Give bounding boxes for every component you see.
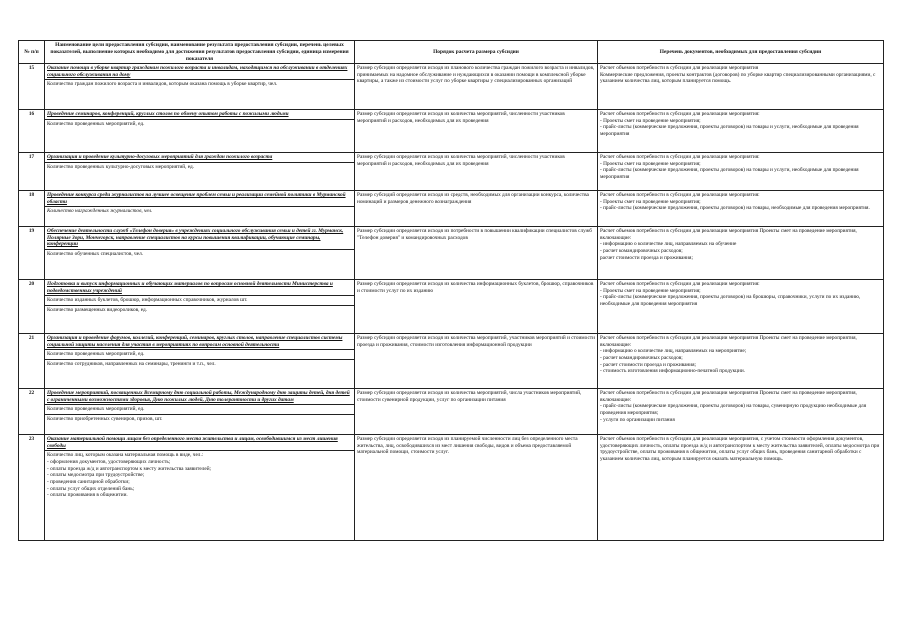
goal-cell (45, 227, 355, 280)
goal-indicator: Количество проведенных мероприятий, ед. (45, 349, 354, 358)
document-line: - Проекты смет на проведение мероприятия; (600, 117, 701, 124)
row-number: 23 (19, 435, 45, 541)
calculation-order-text: Размер субсидий определяется исходя из средств, необходимых для организации конкурса, количества номинаций и размеров денежного вознаграждения (357, 192, 589, 205)
calculation-order-text: Размер субсидии определяется исходя из планового количества граждан пожилого возраста и инвалидов, принимаемых на надомное обслуживание и нуждающихся в оказании помощи в комплексной уборке квартиры, а также из стоимости услуг по уборке квартиры у специализированных организаций (357, 65, 595, 85)
goal-cell (45, 389, 355, 435)
documents-cell (598, 334, 884, 389)
header-calculation-order: Порядок расчета размера субсидии (355, 41, 598, 64)
goal-cell (45, 110, 355, 153)
document-line: Расчет объемов потребности в субсидии для реализации мероприятия Проекты смет на проведение мероприятия, включающие: (600, 228, 857, 241)
goal-title: Обеспечение деятельности служб «Телефон доверия» в учреждениях социального обслуживания семьи и детей гг. Мурманск, Полярные Зори, Мончегорск, направление специалистов на курсы повышения квалификации, обучающие семинары, конференции (47, 228, 344, 248)
subsidy-table-page (18, 40, 884, 620)
calculation-order-cell (355, 389, 598, 435)
document-line: - прайс-листы (коммерческие предложения, проекты договоров) на товары и услуги, необходимые для проведения мероприятия (600, 167, 859, 181)
table-row (19, 227, 884, 280)
goal-indicator: Количество размещенных видеороликов, ед. (45, 305, 354, 314)
document-line: Расчет объемов потребности в субсидии для реализации мероприятия: (600, 154, 760, 161)
documents-cell (598, 110, 884, 153)
documents-cell (598, 227, 884, 280)
goal-indicator: Количество обученных специалистов, чел. (45, 249, 354, 258)
goal-cell (45, 435, 355, 541)
goal-indicator: Количество сотрудников, направленных на семинары, тренинги и т.п., чел. (45, 359, 354, 368)
calculation-order-text: Размер субсидии определяется исходя из количества мероприятий, численности участников мероприятий и расходов, необходимых для их проведения (357, 154, 565, 167)
calculation-order-text: Размер субсидии определяется исходя из количества мероприятий, численности участников мероприятий и расходов, необходимых для их проведения (357, 111, 565, 124)
document-line: - расчет командировочных расходов; (600, 248, 683, 255)
table-row (19, 435, 884, 541)
goal-indicator: Количество граждан пожилого возраста и инвалидов, которым оказана помощь в уборке квартир, чел. (45, 79, 354, 88)
row-number: 18 (19, 191, 45, 227)
table-row (19, 389, 884, 435)
goal-cell (45, 280, 355, 334)
document-line: - прайс-листы (коммерческие предложения, проекты договоров) на товары, сувенирную продукцию необходимые для проведения мероприятия; (600, 403, 867, 417)
calculation-order-text: Размер субсидии определяется исходя из количества мероприятий, участников мероприятий и стоимости проезда и проживания, стоимости изготовления информационной продукции (357, 335, 595, 348)
calculation-order-text: Размер субсидии определяется исходя из количества мероприятий, числа участников мероприятий, стоимости сувенирной продукции, услуг по организации питания (357, 390, 582, 403)
calculation-order-cell (355, 191, 598, 227)
calculation-order-cell (355, 110, 598, 153)
documents-cell (598, 280, 884, 334)
goal-indicator: Количество проведенных культурно-досуговых мероприятий, ед. (45, 162, 354, 171)
goal-title: Подготовка и выпуск информационных и обучающих материалов по вопросам основной деятельности Министерства и подведомственных учреждений (47, 281, 333, 294)
calculation-order-cell (355, 64, 598, 110)
document-line: Расчет объемов потребности в субсидии для реализации мероприятия: (600, 281, 760, 288)
goal-indicator: Количество лиц, которым оказана материальная помощь в виде, чел.: - оформления документов, удостоверяющих личность; - оплаты проезда ж/д и автотранспортом к месту жительства заявителей; - оплаты медосмотра при трудоустройстве; - проведения санитарной обработки; - оплаты услуг общих отделений бань; - оплаты проживания в общежитии. (45, 450, 354, 498)
calculation-order-text: Размер субсидии определяется исходя из потребности в повышении квалификации специалистов служб "Телефон доверия" и командировочных расходов (357, 228, 592, 241)
header-documents: Перечень документов, необходимых для предоставления субсидии (598, 41, 884, 64)
document-line: - стоимость изготовления информационно-печатной продукции. (600, 368, 745, 375)
goal-title: Проведение конкурса среди журналистов на лучшее освещение проблем семьи и реализации семейной политики в Мурманской области (47, 192, 346, 205)
documents-cell (598, 64, 884, 110)
goal-indicator: Количество изданных буклетов, брошюр, информационных справочников, журналов шт. (45, 295, 354, 304)
documents-cell (598, 389, 884, 435)
goal-cell (45, 191, 355, 227)
calculation-order-cell (355, 435, 598, 541)
document-line: - Проекты смет на проведение мероприятия; (600, 160, 701, 167)
header-number: № п/п (19, 41, 45, 64)
documents-cell (598, 435, 884, 541)
goal-title: Организация и проведение форумов, коллегий, конференций, семинаров, круглых столов, направление специалистов системы социальной защиты населения для участия в мероприятиях по вопросам основной деятельности (47, 335, 343, 348)
table-row (19, 64, 884, 110)
goal-indicator: Количество награжденных журналистов, чел. (45, 206, 354, 215)
goal-title: Оказание материальной помощи лицам без определенного места жительства и лицам, освободившимся из мест лишения свободы (47, 436, 338, 449)
calculation-order-cell (355, 334, 598, 389)
row-number: 15 (19, 64, 45, 110)
document-line: - прайс-листы (коммерческие предложения, проекты договоров) на товары, необходимые для проведения мероприятия. (600, 205, 870, 212)
row-number: 19 (19, 227, 45, 280)
table-header-row (19, 41, 884, 64)
calculation-order-cell (355, 153, 598, 191)
calculation-order-cell (355, 227, 598, 280)
document-line: Расчет объемов потребности в субсидии для реализации мероприятия: (600, 192, 760, 199)
row-number: 20 (19, 280, 45, 334)
goal-title: Оказание помощи в уборке квартир гражданам пожилого возраста и инвалидам, находящимся на обслуживании в отделениях социального обслуживания на дому (47, 65, 348, 78)
calculation-order-cell (355, 280, 598, 334)
row-number: 21 (19, 334, 45, 389)
row-number: 22 (19, 389, 45, 435)
goal-cell (45, 334, 355, 389)
goal-indicator: Количество проведенных мероприятий, ед. (45, 119, 354, 128)
document-line: Расчет объемов потребности в субсидии для реализации мероприятия: (600, 111, 760, 118)
goal-indicator: Количество проведенных мероприятий, ед. (45, 404, 354, 413)
document-line: Расчет объемов потребности в субсидии для реализации мероприятия Проекты смет на проведение мероприятия, включающие: (600, 335, 857, 348)
documents-cell (598, 153, 884, 191)
row-number: 17 (19, 153, 45, 191)
document-line: - информацию о количестве лиц, направляемых на обучение (600, 241, 737, 248)
goal-title: Проведение семинаров, конференций, круглых столов по обмену опытом работы с пожилыми людьми (47, 111, 289, 118)
table-row (19, 153, 884, 191)
table-row (19, 334, 884, 389)
calculation-order-text: Размер субсидии определяется исходя из планируемой численности лиц без определенного места жительства, лиц, освободившихся из мест лишения свободы, видов и объема предоставляемой материальной помощи, стоимости услуг. (357, 436, 578, 456)
document-line: - услуги по организации питания (600, 416, 675, 423)
document-line: - прайс-листы (коммерческие предложения, проекты договоров) на брошюры, справочники, услуги по их изданию, необходимые для проведения мероприятия (600, 294, 861, 308)
subsidy-table (18, 40, 884, 541)
document-line: расчет стоимости проезда и проживания; (600, 254, 693, 261)
document-line: Коммерческие предложения, проекты контрактов (договоров) по уборке квартир специализированными организациями, с указанием количества лиц, которым планируется помощь. (600, 71, 876, 85)
goal-indicator: Количество приобретенных сувениров, призов, шт. (45, 414, 354, 423)
documents-cell (598, 191, 884, 227)
table-body (19, 64, 884, 541)
calculation-order-text: Размер субсидии определяется исходя из количества информационных буклетов, брошюр, справочников и стоимости услуг по их изданию (357, 281, 594, 294)
document-line: Расчет объемов потребности в субсидии для реализации мероприятия, с учетом стоимости оформления документов, удостоверяющих личность, оплаты проезда ж/д и автотранспортом к месту жительства заявителей, оплаты медосмотра при трудоустройстве, оплаты проживания в общежитии, оплаты услуг общих бань, проведения санитарной обработки с указанием количества лиц, которым планируется оказать материальную помощь. (600, 436, 880, 463)
goal-title: Проведение мероприятий, посвященных Всемирному дню социальной работы, Международному дню защиты детей, дня детей с ограниченными возможностями здоровья, Дню пожилых людей, Дню толерантности и других датам (47, 390, 350, 403)
table-row (19, 110, 884, 153)
document-line: - прайс-листы (коммерческие предложения, проекты договоров) на товары и услуги, необходимые для проведения мероприятия (600, 124, 859, 138)
document-line: - Проекты смет на проведение мероприятия; (600, 287, 701, 294)
table-row (19, 191, 884, 227)
header-goal: Наименование цели предоставления субсидии, наименование результата предоставления субсидии, перечень целевых показателей, выполнение которых необходимо для достижения результатов предоставления субсидии, единица измерения показателя (45, 41, 355, 64)
document-line: - расчет стоимости проезда и проживания; (600, 361, 697, 368)
document-line: Расчет объемов потребности в субсидии для реализации мероприятия (600, 65, 759, 72)
goal-cell (45, 64, 355, 110)
document-line: - Проекты смет на проведение мероприятия; (600, 198, 701, 205)
goal-cell (45, 153, 355, 191)
goal-title: Организация и проведение культурно-досуговых мероприятий для граждан пожилого возраста (47, 154, 273, 161)
table-row (19, 280, 884, 334)
document-line: - информацию о количестве лиц, направляемых на мероприятие; (600, 348, 747, 355)
document-line: Расчет объемов потребности в субсидии для реализации мероприятия Проекты смет на проведение мероприятия, включающие: (600, 390, 857, 403)
document-line: - расчет командировочных расходов; (600, 355, 683, 362)
row-number: 16 (19, 110, 45, 153)
